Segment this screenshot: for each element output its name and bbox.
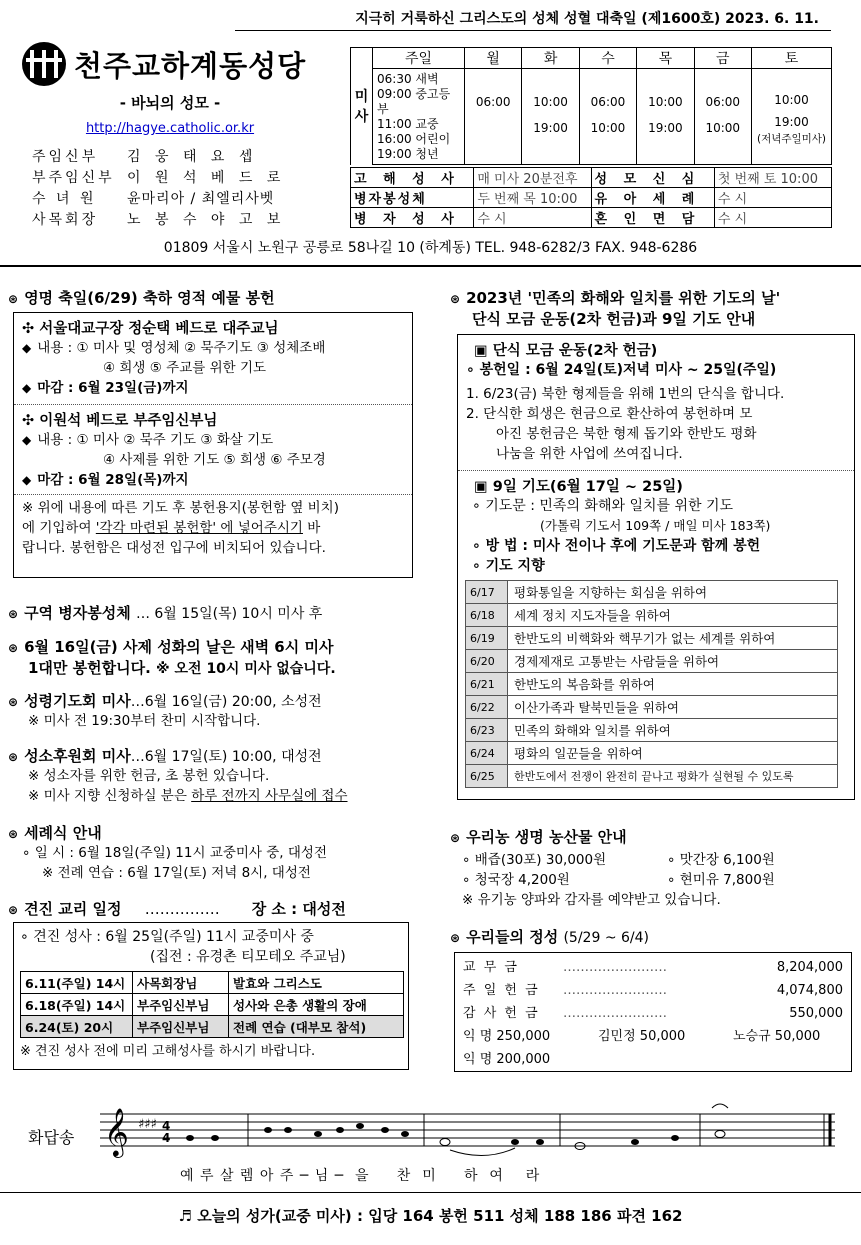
feast-section: ⊛ 영명 축일(6/29) 축하 영적 예물 봉헌 xyxy=(8,289,275,307)
staff-role: 수 녀 원 xyxy=(32,191,97,207)
day-header: 수 xyxy=(579,48,636,69)
fasting-box: ▣ 단식 모금 운동(2차 헌금) ∘ 봉헌일 : 6월 24일(토)저녁 미사 ~ 25일(주일) 1. 6/23(금) 북한 형제들을 위해 1번의 단식을 합니다. 2. 단식한 희생은 현금으로 환산하여 봉헌하며 모 아진 봉헌금은 북한 형제 돕기와 한반도 평화 나눔을 위한 사업에 쓰여집니다. ▣ 9일 기도(6월 17일 ~ 25일) ∘ 기도문 : 민족의 화해와 일치를 위한 기도 (가톨릭 기도서 109쪽 / 매일 미사 183쪽) ∘ 방 법 : 미사 전이나 후에 기도문과 함께 봉헌 ∘ 기도 지향 6/17 평화통일을 지향하는 회심을 위하여 6/18 세계 정치 지도자들을 위하여 6/19 한반도의 비핵화와 핵무기가 없는 세계를 위하여 6/20 경제제재로 고통받는 사람들을 위하여 6/21 한반도의 복음화를 위하여 6/22 이산가족과 탈북민들을 위하여 6/23 민족의 화해와 일치를 위하여 6/24 평화의 일꾼들을 위하여 6/25 한반도에서 전쟁이 완전히 끝나고 평화가 실현될 수 있도록 xyxy=(457,334,855,800)
prayer-intentions-table: 6/17 평화통일을 지향하는 회심을 위하여 6/18 세계 정치 지도자들을 위하여 6/19 한반도의 비핵화와 핵무기가 없는 세계를 위하여 6/20 경제제재로 고통받는 사람들을 위하여 6/21 한반도의 복음화를 위하여 6/22 이산가족과 탈북민들을 위하여 6/23 민족의 화해와 일치를 위하여 6/24 평화의 일꾼들을 위하여 6/25 한반도에서 전쟁이 완전히 끝나고 평화가 실현될 수 있도록 xyxy=(465,580,838,788)
issue-title: 지극히 거룩하신 그리스도의 성체 성혈 대축일 (제1600호) 2023. 6. 11. xyxy=(355,11,819,27)
archbishop-content-2: ④ 희생 ⑤ 주교를 위한 기도 xyxy=(103,360,267,376)
wednesday-times: 06:00 10:00 xyxy=(579,69,636,165)
baptism-section: ⊛ 세례식 안내 ∘ 일 시 : 6월 18일(주일) 11시 교중미사 중, 대성전 ※ 전례 연습 : 6월 17일(토) 저녁 8시, 대성전 xyxy=(8,824,328,881)
hymns-line: ♬ 오늘의 성가(교중 미사) : 입당 164 봉헌 511 성체 188 186 파견 162 xyxy=(178,1207,683,1225)
info-label: 병자봉성체 xyxy=(351,188,474,208)
info-value: 매 미사 20분전후 xyxy=(474,168,591,188)
day-header: 월 xyxy=(465,48,522,69)
parish-subtitle: - 바뇌의 성모 - xyxy=(119,94,221,112)
sick-communion-section: ⊛ 구역 병자봉성체 … 6월 15일(목) 10시 미사 후 xyxy=(8,604,323,622)
info-value: 두 번째 목 10:00 xyxy=(474,188,591,208)
novena-title: ▣ 9일 기도(6월 17일 ~ 25일) xyxy=(474,479,683,495)
day-header: 주일 xyxy=(373,48,465,69)
info-value: 수 시 xyxy=(714,208,831,228)
sacrament-info-table xyxy=(350,167,832,228)
fasting-title: ▣ 단식 모금 운동(2차 헌금) xyxy=(474,343,658,359)
mass-schedule-table xyxy=(350,47,832,165)
feast-box: ✣ 서울대교구장 정순택 베드로 대주교님 ◆ 내용 : ① 미사 및 영성체 ② 묵주기도 ③ 성체조배 ④ 희생 ⑤ 주교를 위한 기도 ◆ 마감 : 6월 23일(금)까지 ✣ 이원석 베드로 부주임신부님 ◆ 내용 : ① 미사 ② 묵주 기도 ③ 화살 기도 ④ 사제를 위한 기도 ⑤ 희생 ⑥ 주모경 ◆ 마감 : 6월 28일(목)까지 ※ 위에 내용에 따른 기도 후 봉헌용지(봉헌함 옆 비치) 에 기입하여 '각각 마련된 봉헌함' 에 넣어주시기 바 랍니다. 봉헌함은 대성전 입구에 비치되어 있습니다. xyxy=(13,312,413,578)
archbishop-content: 내용 : ① 미사 및 영성체 ② 묵주기도 ③ 성체조배 xyxy=(37,340,326,356)
archbishop-deadline: 마감 : 6월 23일(금)까지 xyxy=(37,380,189,396)
priest-deadline: 마감 : 6월 28일(목)까지 xyxy=(37,472,189,488)
offerings-section: ⊛ 우리들의 정성 (5/29 ~ 6/4) xyxy=(450,928,649,946)
confirmation-schedule: 6.11(주일) 14시 사목회장님 발효와 그리스도 6.18(주일) 14시 부주임신부님 성사와 은총 생활의 장애 6.24(토) 20시 부주임신부님 전례 연습 (대부모 참석) xyxy=(20,971,404,1038)
info-value: 수 시 xyxy=(714,188,831,208)
info-label: 병 자 성 사 xyxy=(351,208,474,228)
svg-text:♯♯♯: ♯♯♯ xyxy=(138,1117,157,1132)
confirmation-section: ⊛ 견진 교리 일정 …………… 장 소 : 대성전 xyxy=(8,900,346,918)
charismatic-mass-section: ⊛ 성령기도회 미사…6월 16일(금) 20:00, 소성전 ※ 미사 전 19:30부터 찬미 시작합니다. xyxy=(8,692,322,729)
staff-name: 이 원 석 베 드 로 xyxy=(127,170,286,186)
info-value: 수 시 xyxy=(474,208,591,228)
parish-logo-block xyxy=(20,40,320,136)
feast-note: ※ 위에 내용에 따른 기도 후 봉헌용지(봉헌함 옆 비치) 에 기입하여 '각각 마련된 봉헌함' 에 넣어주시기 바 랍니다. 봉헌함은 대성전 입구에 비치되어 있습니다. xyxy=(22,500,339,556)
offerings-box: 교 무 금 …………………… 8,204,000 주 일 헌 금 …………………… 4,074,800 감 사 헌 금 …………………… 550,000 익 명 250,000 김민정 50,000 노승규 50,000 익 명 200,000 xyxy=(454,952,852,1072)
staff-name: 윤마리아 / 최엘리사벳 xyxy=(127,191,275,207)
info-label: 혼 인 면 담 xyxy=(591,208,714,228)
day-header: 화 xyxy=(522,48,579,69)
staff-list xyxy=(32,147,322,231)
friday-times: 06:00 10:00 xyxy=(694,69,751,165)
fasting-date: ∘ 봉헌일 : 6월 24일(토)저녁 미사 ~ 25일(주일) xyxy=(466,362,777,378)
parish-logo-icon xyxy=(20,40,68,88)
address-rule xyxy=(0,265,861,267)
info-label: 성 모 신 심 xyxy=(591,168,714,188)
archbishop-title: ✣ 서울대교구장 정순택 베드로 대주교님 xyxy=(22,321,279,337)
parish-url-link[interactable]: http://hagye.catholic.or.kr xyxy=(85,121,255,136)
header-rule xyxy=(235,30,831,31)
feast-title: 영명 축일(6/29) 축하 영적 예물 봉헌 xyxy=(24,289,275,307)
priest-title: ✣ 이원석 베드로 부주임신부님 xyxy=(22,413,218,429)
saturday-times: 10:00 19:00 (저녁주일미사) xyxy=(752,69,832,165)
issue-header xyxy=(0,0,861,30)
info-value: 첫 번째 토 10:00 xyxy=(714,168,831,188)
priest-content-2: ④ 사제를 위한 기도 ⑤ 희생 ⑥ 주모경 xyxy=(103,452,326,468)
thursday-times: 10:00 19:00 xyxy=(637,69,694,165)
psalm-score xyxy=(100,1100,840,1164)
priest-day-section: ⊛ 6월 16일(금) 사제 성화의 날은 새벽 6시 미사 1대만 봉헌합니다. ※ 오전 10시 미사 없습니다. xyxy=(8,638,336,677)
svg-text:𝄞: 𝄞 xyxy=(104,1107,129,1156)
bottom-rule xyxy=(0,1192,861,1193)
vocation-mass-section: ⊛ 성소후원회 미사…6월 17일(토) 10:00, 대성전 ※ 성소자를 위한 헌금, 초 봉헌 있습니다. ※ 미사 지향 신청하실 분은 하루 전까지 사무실에 접수 xyxy=(8,747,348,804)
sunday-times: 06:30 새벽 09:00 중고등부 11:00 교중 16:00 어린이 19:00 청년 xyxy=(373,69,465,165)
staff-role: 주임신부 xyxy=(32,149,99,165)
psalm-label: 화답송 xyxy=(28,1128,75,1147)
info-label: 유 아 세 례 xyxy=(591,188,714,208)
tuesday-times: 10:00 19:00 xyxy=(522,69,579,165)
day-header: 토 xyxy=(752,48,832,69)
svg-text:4: 4 xyxy=(162,1131,171,1145)
confirmation-box: ∘ 견진 성사 : 6월 25일(주일) 11시 교중미사 중 (집전 : 유경촌 티모테오 주교님) 6.11(주일) 14시 사목회장님 발효와 그리스도 6.18(주일) 14시 부주임신부님 성사와 은총 생활의 장애 6.24(토) 20시 부주임신부님 전례 연습 (대부모 참석) ※ 견진 성사 전에 미리 고해성사를 하시기 바랍니다. xyxy=(13,922,409,1070)
day-header: 금 xyxy=(694,48,751,69)
farm-produce-section: ⊛ 우리농 생명 농산물 안내 ∘ 배즙(30포) 30,000원 ∘ 맛간장 6,100원 ∘ 청국장 4,200원 ∘ 현미유 7,800원 ※ 유기농 양파와 감자를 예약받고 있습니다. xyxy=(450,828,775,908)
info-label: 고 해 성 사 xyxy=(351,168,474,188)
psalm-lyrics: 예 루 살 렘 아 주 ─ 님 ─ 을 찬 미 하 여 라 xyxy=(180,1168,541,1184)
staff-role: 부주임신부 xyxy=(32,170,115,186)
staff-role: 사목회장 xyxy=(32,212,99,228)
parish-name: 천주교하계동성당 xyxy=(74,48,307,83)
monday-times: 06:00 xyxy=(465,69,522,165)
staff-name: 김 웅 태 요 셉 xyxy=(127,149,258,165)
svg-text:4: 4 xyxy=(162,1119,171,1133)
prayer-day-section: ⊛ 2023년 '민족의 화해와 일치를 위한 기도의 날' 단식 모금 운동(2차 헌금)과 9일 기도 안내 xyxy=(450,289,781,328)
priest-content: 내용 : ① 미사 ② 묵주 기도 ③ 화살 기도 xyxy=(37,432,274,448)
mass-label: 미사 xyxy=(351,48,373,165)
address-line: 01809 서울시 노원구 공릉로 58나길 10 (하계동) TEL. 948-6282/3 FAX. 948-6286 xyxy=(163,240,698,256)
staff-name: 노 봉 수 야 고 보 xyxy=(127,212,286,228)
day-header: 목 xyxy=(637,48,694,69)
